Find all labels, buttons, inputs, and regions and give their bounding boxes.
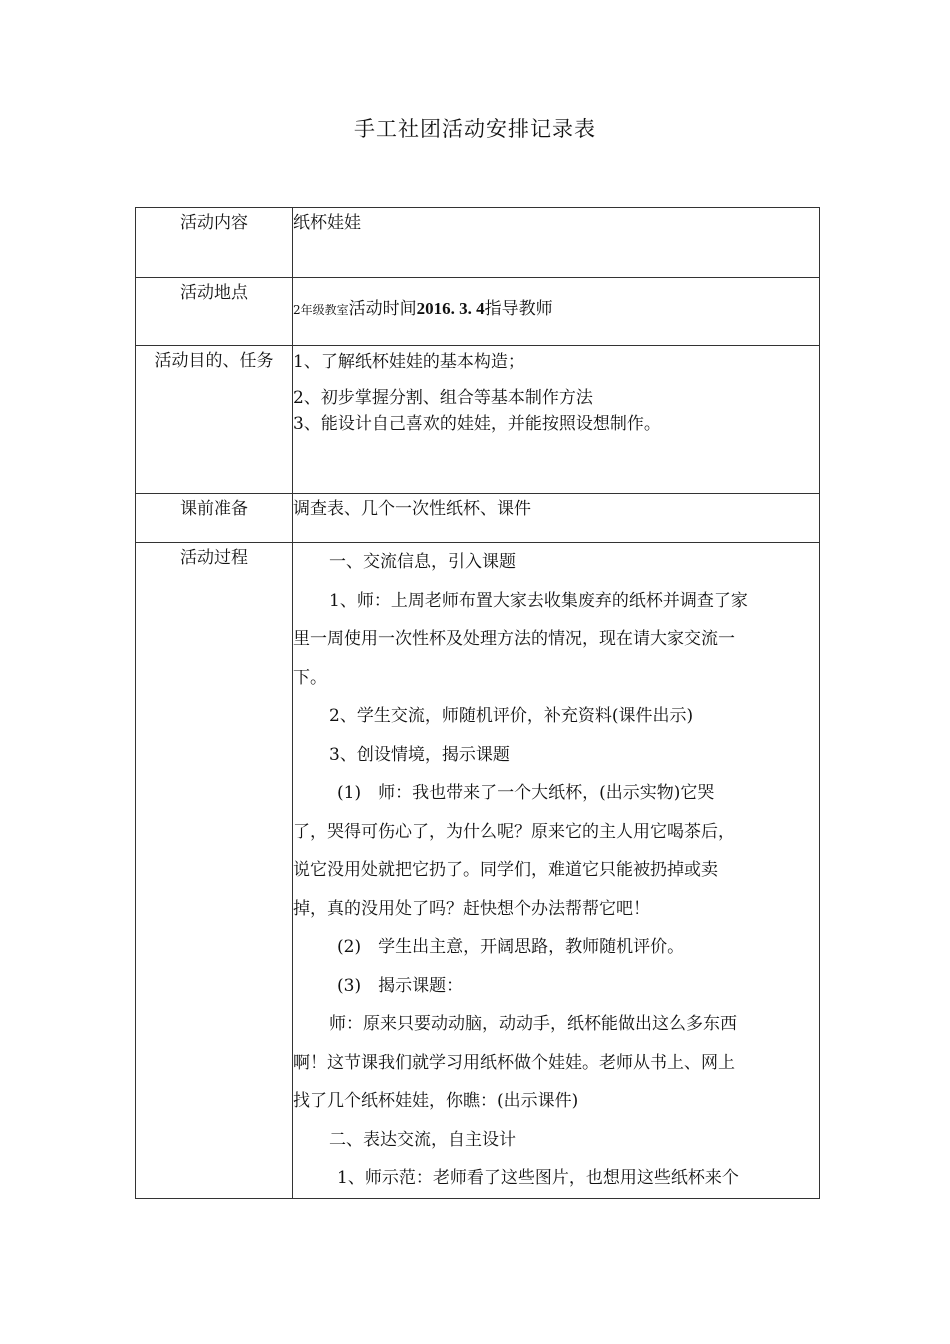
process-line: 3、创设情境，揭示课题 [329,744,510,765]
process-line: 里一周使用一次性杯及处理方法的情况，现在请大家交流一 [293,629,735,649]
row-activity-content [136,208,820,278]
row-activity-place [136,278,820,346]
process-line: 啊！这节课我们就学习用纸杯做个娃娃。老师从书上、网上 [293,1052,735,1073]
label-cell [136,494,293,543]
activity-place-cell [293,278,820,346]
process-line: 1、师示范：老师看了这些图片，也想用这些纸杯来个 [337,1168,739,1188]
process-line: (3) 揭示课题： [337,975,464,996]
process-line: 掉，真的没用处了吗？赶快想个办法帮帮它吧！ [293,898,650,919]
activity-process-label: 活动过程 [180,548,248,568]
preparation-label: 课前准备 [180,499,248,519]
preparation-value: 调查表、几个一次性纸杯、课件 [293,494,820,543]
row-activity-goal [136,346,820,494]
activity-content-label: 活动内容 [180,213,248,233]
process-line: 1、师：上周老师布置大家去收集废弃的纸杯并调查了家 [329,590,748,611]
time-value: 2016. 3. 4 [416,299,485,318]
process-line: 下。 [293,667,327,688]
row-preparation [136,494,820,543]
activity-record-table [135,207,820,1199]
place-line [293,298,819,321]
label-cell [136,278,293,346]
activity-goal-cell [293,346,820,494]
row-activity-process [136,543,820,1199]
activity-process-cell [293,543,820,1199]
process-line: 一、交流信息，引入课题 [329,552,516,572]
teacher-label: 指导教师 [484,299,553,319]
activity-goal-label: 活动目的、任务 [154,351,274,371]
process-line: 说它没用处就把它扔了。同学们，难道它只能被扔掉或卖 [293,860,718,880]
label-cell [136,208,293,278]
process-line: (1) 师：我也带来了一个大纸杯，(出示实物)它哭 [337,783,715,803]
process-line: 二、表达交流，自主设计 [329,1129,516,1150]
process-line: 2、学生交流，师随机评价，补充资料(课件出示) [329,706,694,726]
process-line: 师：原来只要动动脑，动动手，纸杯能做出这么多东西 [329,1014,737,1034]
grade-room: 2年级教室 [293,303,349,317]
goal-item: 2、初步掌握分割、组合等基本制作方法 [293,388,593,408]
process-line: 找了几个纸杯娃娃，你瞧：(出示课件) [293,1091,579,1111]
activity-content-value: 纸杯娃娃 [293,208,820,278]
time-label: 活动时间 [348,299,417,319]
process-line: 了，哭得可伤心了，为什么呢？原来它的主人用它喝茶后， [293,821,735,842]
activity-place-label: 活动地点 [180,283,248,303]
goal-item: 1、了解纸杯娃娃的基本构造； [293,352,525,372]
label-cell [136,346,293,494]
process-line: (2) 学生出主意，开阔思路，教师随机评价。 [337,937,685,957]
goal-item: 3、能设计自己喜欢的娃娃，并能按照设想制作。 [293,414,661,434]
document-title: 手工社团活动安排记录表 [354,117,596,141]
label-cell [136,543,293,1199]
